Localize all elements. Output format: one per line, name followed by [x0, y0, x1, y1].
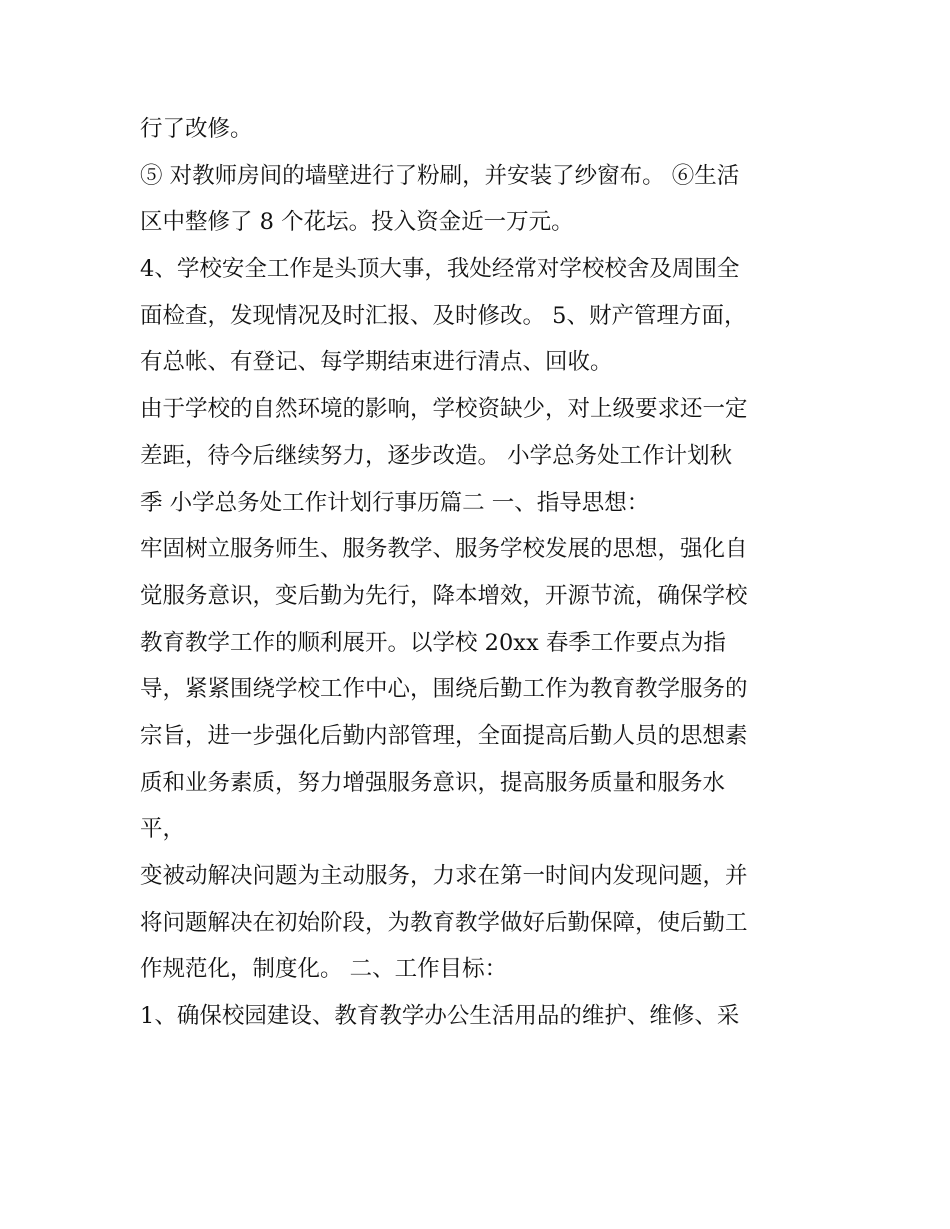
text-line: ⑤ 对教师房间的墙壁进行了粉刷，并安装了纱窗布。 ⑥生活: [140, 162, 740, 189]
text-line: 作规范化，制度化。 二、工作目标：: [140, 956, 508, 983]
text-line: 由于学校的自然环境的影响，学校资缺少，对上级要求还一定: [140, 396, 748, 423]
text-line: 觉服务意识，变后勤为先行，降本增效，开源节流，确保学校: [140, 582, 748, 609]
text-line: 变被动解决问题为主动服务，力求在第一时间内发现问题，并: [140, 863, 748, 889]
text-line: 1、确保校园建设、教育教学办公生活用品的维护、维修、采: [140, 1003, 740, 1030]
text-line: 面检查，发现情况及时汇报、及时修改。 5、财产管理方面，: [140, 302, 747, 329]
text-line: 质和业务素质，努力增强服务意识，提高服务质量和服务水: [140, 769, 726, 796]
text-line: 平，: [140, 816, 186, 843]
text-line: 宗旨，进一步强化后勤内部管理，全面提高后勤人员的思想素: [140, 722, 748, 749]
text-line: 导，紧紧围绕学校工作中心，围绕后勤工作为教育教学服务的: [140, 676, 748, 703]
text-line: 差距，待今后继续努力，逐步改造。 小学总务处工作计划秋: [140, 442, 733, 469]
text-line: 教育教学工作的顺利展开。以学校 20xx 春季工作要点为指: [140, 629, 726, 656]
text-line: 有总帐、有登记、每学期结束进行清点、回收。: [140, 349, 613, 376]
text-line: 4、学校安全工作是头顶大事，我处经常对学校校舍及周围全: [140, 256, 740, 283]
text-line: 牢固树立服务师生、服务教学、服务学校发展的思想，强化自: [140, 536, 748, 563]
text-line: 区中整修了 8 个花坛。投入资金近一万元。: [140, 209, 574, 236]
text-line: 行了改修。: [140, 116, 253, 142]
text-line: 将问题解决在初始阶段，为教育教学做好后勤保障，使后勤工: [140, 909, 748, 936]
text-line: 季 小学总务处工作计划行事历篇二 一、指导思想：: [140, 489, 650, 516]
document-body: [140, 106, 820, 1040]
